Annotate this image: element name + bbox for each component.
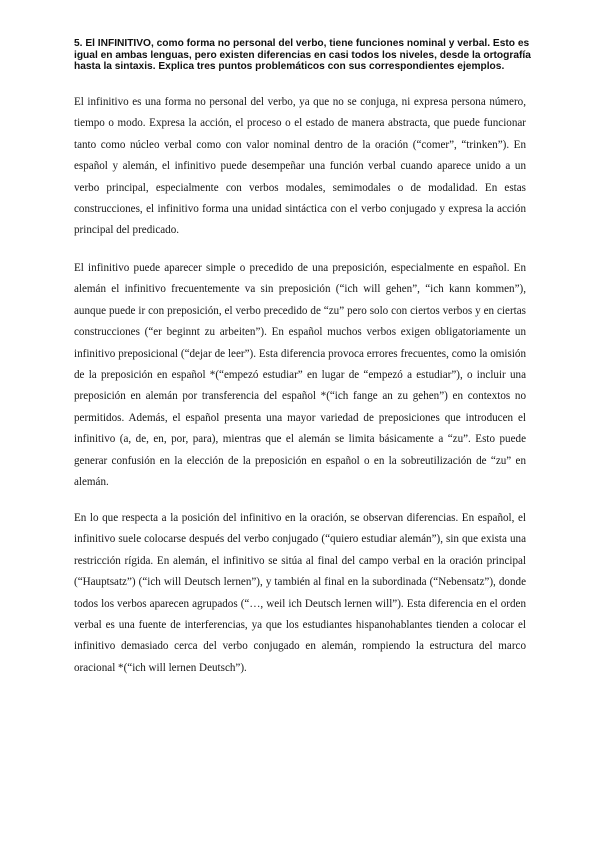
paragraph-nominal-verbal-function: El infinitivo es una forma no personal del verbo, ya que no se conjuga, ni expresa persona número, tiempo o modo. Expresa la acción, el proceso o el estado de manera abstracta, que puede funcionar tanto como núcleo verbal como con valor nominal dentro de la oración (“comer”, “trinken”). En español y alemán, el infinitivo puede desempeñar una función verbal cuando aparece unido a un verbo principal, especialmente con verbos modales, semimodales o de modalidad. En estas construcciones, el infinitivo forma una unidad sintáctica con el verbo conjugado y expresa la acción principal del predicado. [74, 96, 526, 237]
paragraph-prepositional-infinitive: El infinitivo puede aparecer simple o precedido de una preposición, especialmente en español. En alemán el infinitivo frecuentemente va sin preposición (“ich will gehen”, “ich kann kommen”), aunque puede ir con preposición, el verbo precedido de “zu” pero solo con ciertos verbos y en ciertas construcciones (“er beginnt zu arbeiten”). En español muchos verbos exigen obligatoriamente un infinitivo preposicional (“dejar de leer”). Esta diferencia provoca errores frecuentes, como la omisión de la preposición en español *(“empezó estudiar” en lugar de “empezó a estudiar”), o incluir una preposición en alemán por transferencia del español *(“ich fange an zu gehen”) en contextos no permitidos. Además, el español presenta una mayor variedad de preposiciones que introducen el infinitivo (a, de, en, por, para), mientras que el alemán se limita básicamente a “zu”. Esto puede generar confusión en la elección de la preposición en español o en la sobreutilización de “zu” en alemán. [74, 262, 526, 489]
paragraph-infinitive-position: En lo que respecta a la posición del infinitivo en la oración, se observan diferencias. En español, el infinitivo suele colocarse después del verbo conjugado (“quiero estudiar alemán”), sin que exista una restricción rígida. En alemán, el infinitivo se sitúa al final del campo verbal en la oración principal (“Hauptsatz”) (“ich will Deutsch lernen”), y también al final en la subordinada (“Nebensatz”), donde todos los verbos aparecen agrupados (“…, weil ich Deutsch lernen will”). Esta diferencia en el orden verbal es una fuente de interferencias, ya que los estudiantes hispanohablantes tienden a colocar el infinitivo demasiado cerca del verbo conjugado en alemán, rompiendo la estructura del marco oracional *(“ich will lernen Deutsch”). [74, 512, 526, 674]
question-heading: 5. El INFINITIVO, como forma no personal del verbo, tiene funciones nominal y verbal. Esto es igual en ambas lenguas, pero existen diferencias en casi todos los niveles, desde la ortografía hasta la sintaxis. Explica tres puntos problemáticos con sus correspondientes ejemplos. [74, 38, 531, 73]
